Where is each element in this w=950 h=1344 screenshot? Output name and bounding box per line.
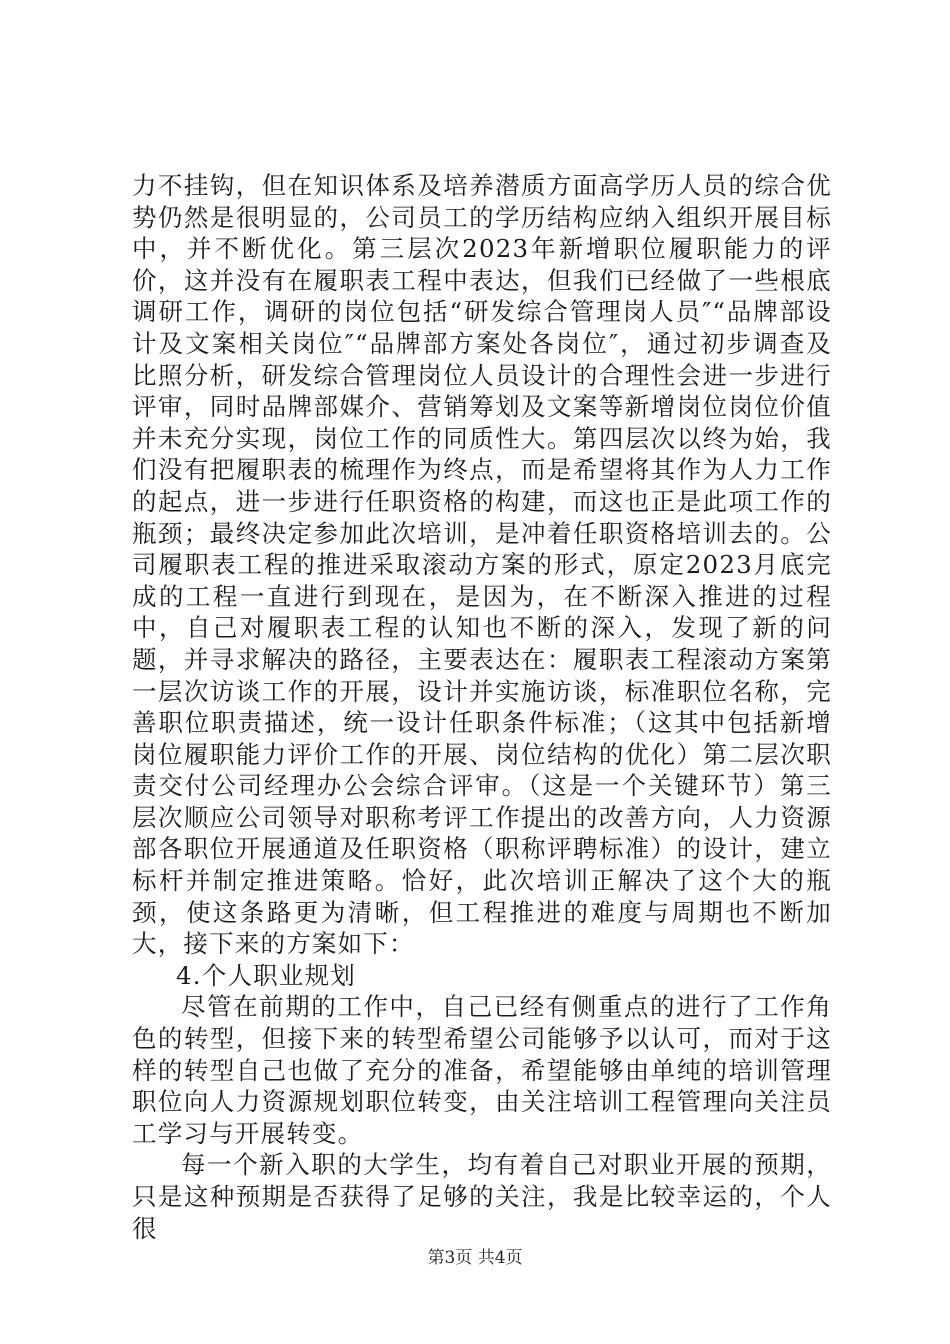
body-paragraph-continued: 力不挂钩，但在知识体系及培养潜质方面高学历人员的综合优势仍然是很明显的，公司员工的学历结构应纳入组织开展目标中，并不断优化。第三层次2023年新增职位履职能力的评价，这并没有在履职表工程中表达，但我们已经做了一些根底调研工作，调研的岗位包括“研发综合管理岗人员″“品牌部设计及文案相关岗位″“品牌部方案处各岗位″，通过初步调查及比照分析，研发综合管理岗位人员设计的合理性会进一步进行评审，同时品牌部媒介、营销筹划及文案等新增岗位岗位价值并未充分实现，岗位工作的同质性大。第四层次以终为始，我们没有把履职表的梳理作为终点，而是希望将其作为人力工作的起点，进一步进行任职资格的构建，而这也正是此项工作的瓶颈；最终决定参加此次培训，是冲着任职资格培训去的。公司履职表工程的推进采取滚动方案的形式，原定2023月底完成的工程一直进行到现在，是因为，在不断深入推进的过程中，自己对履职表工程的认知也不断的深入，发现了新的问题，并寻求解决的路径，主要表达在：履职表工程滚动方案第一层次访谈工作的开展，设计并实施访谈，标准职位名称，完善职位职责描述，统一设计任职条件标准；（这其中包括新增岗位履职能力评价工作的开展、岗位结构的优化）第二层次职责交付公司经理办公会综合评审。（这是一个关键环节）第三层次顺应公司领导对职称考评工作提出的改善方向，人力资源部各职位开展通道及任职资格（职称评聘标准）的设计，建立标杆并制定推进策略。恰好，此次培训正解决了这个大的瓶颈，使这条路更为清晰，但工程推进的难度与周期也不断加大，接下来的方案如下：: [132, 171, 832, 959]
body-paragraph: 尽管在前期的工作中，自己已经有侧重点的进行了工作角色的转型，但接下来的转型希望公司能够予以认可，而对于这样的转型自己也做了充分的准备，希望能够由单纯的培训管理职位向人力资源规划职位转变，由关注培训工程管理向关注员工学习与开展转变。: [132, 992, 832, 1148]
section-heading: 4.个人职业规划: [176, 960, 356, 990]
page-number-footer: 第3页 共4页: [427, 1248, 523, 1268]
document-body: [132, 170, 832, 1244]
body-paragraph: 每一个新入职的大学生，均有着自己对职业开展的预期，只是这种预期是否获得了足够的关注，我是比较幸运的，个人很: [132, 1150, 832, 1243]
